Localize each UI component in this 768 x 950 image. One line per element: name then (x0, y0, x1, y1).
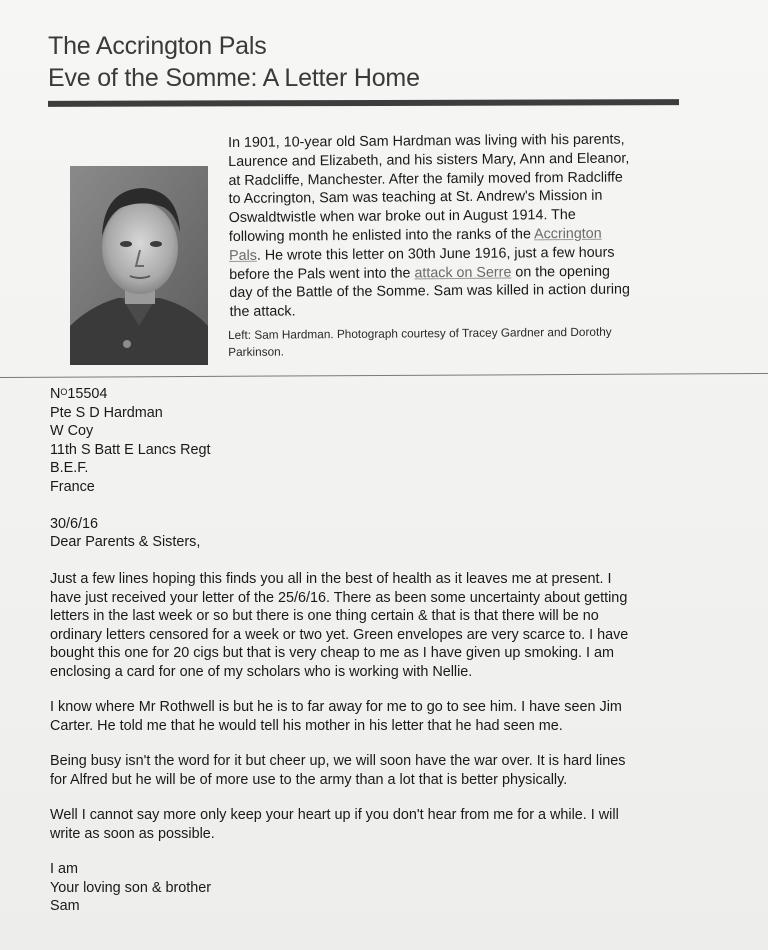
letter-line: letters in the last week or so but there is one thing certain & that is that there will be no (50, 608, 599, 624)
number-prefix: N (50, 386, 61, 402)
intro-line: Laurence and Elizabeth, and his sisters Mary, Ann and Eleanor, (228, 150, 630, 170)
letter-closing (50, 860, 710, 916)
page-title: The Accrington Pals (48, 32, 267, 60)
intro-line: to Accrington, Sam was teaching at St. Andrew's Mission in (228, 188, 603, 208)
letter-salutation: Dear Parents & Sisters, (50, 534, 201, 550)
closing-line: I am (50, 861, 78, 877)
letter-line: Just a few lines hoping this finds you all in the best of health as it leaves me at present. I (50, 571, 612, 587)
caption-line: Parkinson. (228, 344, 285, 359)
signature: Sam (50, 898, 80, 914)
intro-line: In 1901, 10-year old Sam Hardman was living with his parents, (228, 131, 625, 151)
intro-line: Oswaldtwistle when war broke out in August 1914. The (228, 207, 576, 227)
intro-line: at Radcliffe, Manchester. After the family moved from Radcliffe (228, 169, 623, 189)
letter-line: Being busy isn't the word for it but cheer up, we will soon have the war over. It is hard lines (50, 753, 626, 769)
letter-line: I know where Mr Rothwell is but he is to far away for me to go to see him. I have seen Jim (50, 699, 622, 715)
letter-paragraph (50, 806, 710, 843)
intro-line: day of the Battle of the Somme. Sam was killed in action during (229, 281, 630, 302)
letter-paragraph (50, 752, 710, 789)
letter-date: 30/6/16 (50, 515, 99, 532)
address-line: B.E.F. (50, 460, 89, 476)
address-block (50, 385, 710, 496)
letter-paragraph (50, 698, 710, 735)
intro-text: on the opening (511, 263, 611, 281)
address-line: France (50, 478, 95, 495)
photo-caption (228, 323, 668, 361)
letter-line: write as soon as possible. (50, 825, 215, 842)
address-line: 11th S Batt E Lancs Regt (50, 441, 211, 458)
number-value: 15504 (67, 386, 108, 402)
address-line: Pte S D Hardman (50, 404, 163, 421)
title-divider (48, 99, 679, 107)
letter-line: Carter. He told me that he would tell his mother in his letter that he had seen me. (50, 717, 563, 734)
intro-text: following month he enlisted into the ranks of the (228, 226, 535, 245)
letter-line: enclosing a card for one of my scholars who is working with Nellie. (50, 663, 473, 680)
page-subtitle: Eve of the Somme: A Letter Home (48, 64, 420, 92)
letter-body (50, 385, 710, 916)
intro-text: before the Pals went into the (229, 264, 415, 283)
letter-paragraph (50, 570, 710, 681)
letter-line: ordinary letters censored for a week or two yet. Green envelopes are very scarce to. I have (50, 626, 629, 643)
accrington-link[interactable]: Accrington (534, 225, 602, 243)
caption-line: Left: Sam Hardman. Photograph courtesy of Tracey Gardner and Dorothy (228, 324, 612, 342)
letter-line: have just received your letter of the 25/6/16. There as been some uncertainty about getting (50, 589, 628, 606)
letter-line: bought this one for 20 cigs but that is very cheap to me as I have given up smoking. I am (50, 645, 614, 661)
accrington-pals-link[interactable]: Pals (228, 247, 257, 264)
letter-line: Well I cannot say more only keep your heart up if you don't hear from me for a while. I will (50, 807, 619, 823)
intro-paragraph (228, 130, 690, 322)
service-number (50, 385, 710, 404)
number-superscript: O (60, 387, 68, 397)
letter-line: for Alfred but he will be of more use to the army than a lot that is better physically. (50, 771, 568, 788)
attack-on-serre-link[interactable]: attack on Serre (414, 264, 512, 281)
portrait-photo (70, 166, 208, 365)
section-divider (0, 373, 768, 378)
intro-text: . He wrote this letter on 30th June 1916, just a few hours (256, 244, 615, 264)
address-line: W Coy (50, 423, 94, 439)
intro-line: the attack. (229, 303, 296, 321)
closing-line: Your loving son & brother (50, 879, 212, 896)
